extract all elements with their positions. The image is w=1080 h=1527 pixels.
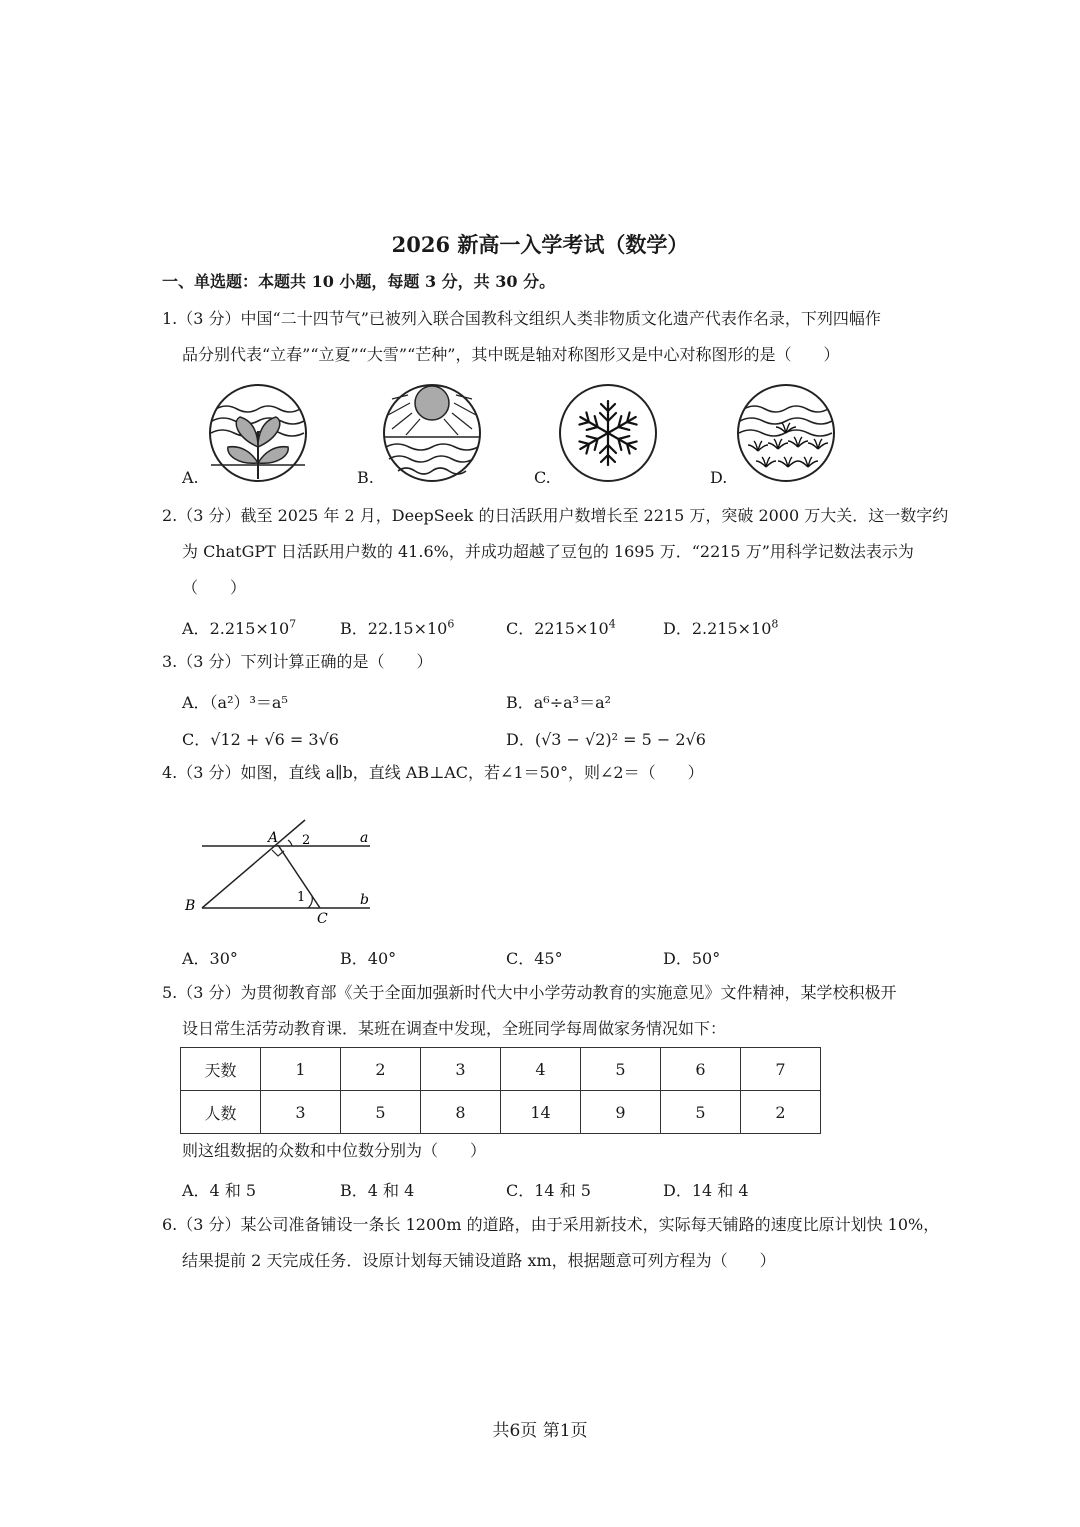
q2-option-a[interactable] [182,616,296,639]
q1-option-c[interactable]: C. [534,468,551,487]
q4-option-a[interactable]: A．30° [182,949,238,968]
q2-option-b[interactable] [340,616,454,639]
q1-line2: 品分别代表“立春”“立夏”“大雪”“芒种”，其中既是轴对称图形又是中心对称图形的是（ ） [182,345,840,364]
label-1: 1 [297,890,306,905]
q4-option-b[interactable]: B．40° [340,949,397,968]
snowflake-circle-icon [560,385,656,481]
q4-option-d[interactable]: D．50° [663,949,721,968]
option-label: B． [340,619,368,638]
table-cell: 3 [421,1048,501,1091]
option-value: 2215×10 [534,619,609,638]
option-value: 2.215×10 [209,619,290,638]
table-cell: 天数 [181,1048,261,1091]
label-a: a [360,830,369,846]
q2-line2: 为 ChatGPT 日活跃用户数的 41.6%，并成功超越了豆包的 1695 万．“2215 万”用科学记数法表示为 [182,542,914,561]
table-cell: 4 [501,1048,581,1091]
table-cell: 5 [341,1091,421,1134]
table-cell: 8 [421,1091,501,1134]
option-exponent: 7 [289,617,297,631]
sprout-circle-icon [210,385,306,481]
table-row [181,1048,821,1091]
q5-option-c[interactable]: C．14 和 5 [506,1181,591,1200]
table-row [181,1091,821,1134]
q4-geometry-figure [180,800,380,930]
q4-option-c[interactable]: C．45° [506,949,563,968]
option-value: 22.15×10 [367,619,448,638]
q2-option-c[interactable] [506,616,616,639]
label-b: b [360,892,369,908]
q1-figures [200,378,940,488]
q5-option-b[interactable]: B．4 和 4 [340,1181,415,1200]
page-number: 共6页 第1页 [492,1421,588,1441]
option-exponent: 4 [608,617,616,631]
q2-line1: 2.（3 分）截至 2025 年 2 月，DeepSeek 的日活跃用户数增长至 2215 万，突破 2000 万大关．这一数字约 [162,506,949,525]
table-cell: 2 [341,1048,421,1091]
q5-option-d[interactable]: D．14 和 4 [663,1181,749,1200]
q1-option-a[interactable]: A. [182,468,199,487]
q3-option-c[interactable]: C．√12 + √6 = 3√6 [182,730,339,749]
label-B: B [185,898,196,914]
table-cell: 9 [581,1091,661,1134]
sun-waves-circle-icon [384,385,480,481]
q3-option-b[interactable]: B．a⁶÷a³＝a² [506,693,612,712]
q3-line1: 3.（3 分）下列计算正确的是（ ） [162,652,433,671]
table-cell: 人数 [181,1091,261,1134]
table-cell: 5 [661,1091,741,1134]
q2-option-d[interactable] [663,616,778,639]
q1-option-d[interactable]: D. [710,468,728,487]
option-label: A． [182,619,210,638]
q2-line3: （ ） [182,578,247,597]
q1-option-b[interactable]: B. [357,468,374,487]
line-ab [202,820,305,908]
q4-line1: 4.（3 分）如图，直线 a∥b，直线 AB⊥AC，若∠1＝50°，则∠2＝（ ） [162,763,704,782]
table-cell: 5 [581,1048,661,1091]
q6-line2: 结果提前 2 天完成任务．设原计划每天铺设道路 xm，根据题意可列方程为（ ） [182,1251,776,1270]
option-exponent: 6 [447,617,455,631]
table-cell: 7 [741,1048,821,1091]
angle-1-arc [308,896,312,908]
label-C: C [317,911,328,927]
q5-line1: 5.（3 分）为贯彻教育部《关于全面加强新时代大中小学劳动教育的实施意见》文件精神，某学校积极开 [162,983,897,1002]
q1-line1: 1.（3 分）中国“二十四节气”已被列入联合国教科文组织人类非物质文化遗产代表作名录，下列四幅作 [162,309,881,328]
q6-line1: 6.（3 分）某公司准备铺设一条长 1200m 的道路，由于采用新技术，实际每天铺路的速度比原计划快 10%， [162,1215,940,1234]
table-cell: 3 [261,1091,341,1134]
page-title: 2026 新高一入学考试（数学） [391,232,689,257]
section-heading: 一、单选题：本题共 10 小题，每题 3 分，共 30 分。 [162,272,556,291]
table-cell: 14 [501,1091,581,1134]
q5-line2: 设日常生活劳动教育课．某班在调查中发现，全班同学每周做家务情况如下： [182,1019,727,1038]
option-label: D． [663,619,692,638]
q3-option-d[interactable]: D．(√3 − √2)² = 5 − 2√6 [506,730,706,749]
table-cell: 2 [741,1091,821,1134]
angle-2-arc [288,840,292,846]
q5-question: 则这组数据的众数和中位数分别为（ ） [182,1141,487,1160]
table-cell: 6 [661,1048,741,1091]
option-exponent: 8 [771,617,779,631]
option-label: C． [506,619,535,638]
table-cell: 1 [261,1048,341,1091]
grass-waves-circle-icon [738,385,834,481]
label-A: A [268,830,279,846]
option-value: 2.215×10 [691,619,772,638]
label-2: 2 [302,833,311,848]
chores-table [180,1047,821,1134]
q5-option-a[interactable]: A．4 和 5 [182,1181,257,1200]
q3-option-a[interactable]: A．（a²）³＝a⁵ [182,693,288,712]
